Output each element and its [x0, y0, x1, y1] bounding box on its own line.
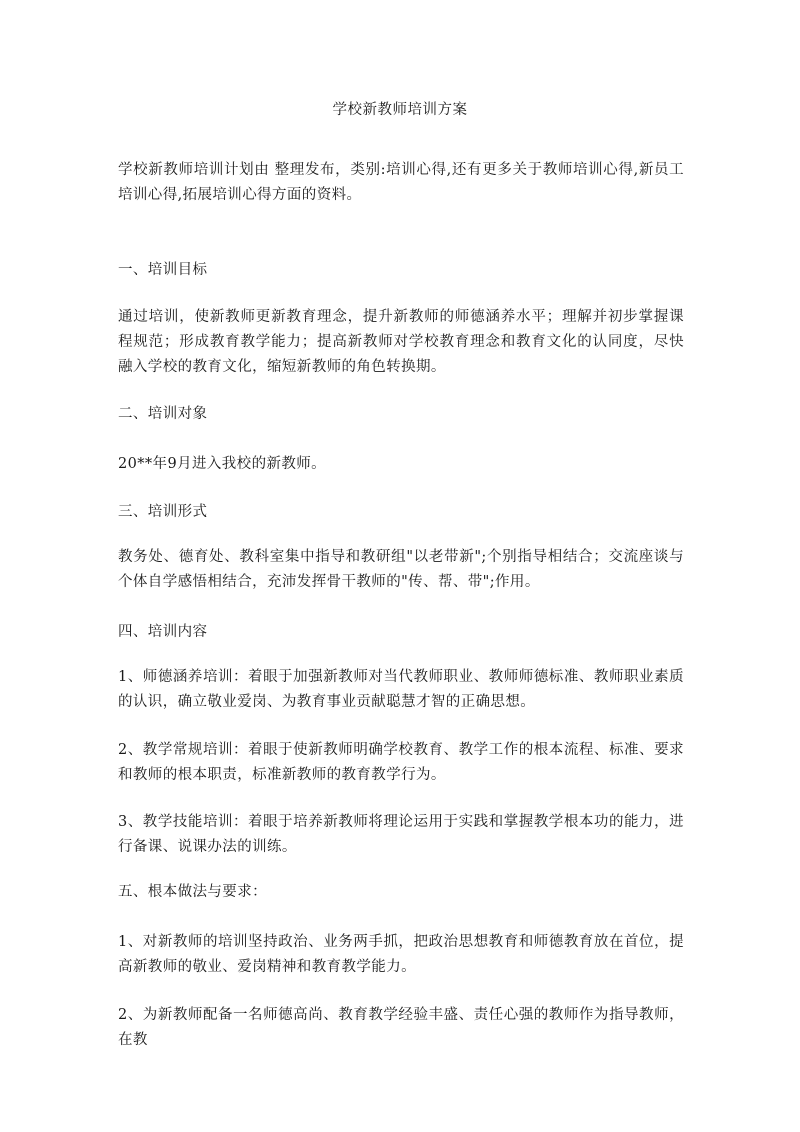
document-title: 学校新教师培训方案: [332, 102, 468, 118]
section-heading-format: 三、培训形式: [118, 504, 208, 520]
section-heading-methods: 五、根本做法与要求：: [118, 884, 267, 900]
methods-item-2: 2、为新教师配备一名师德高尚、教育教学经验丰盛、责任心强的教师作为指导教师，在教: [118, 1007, 684, 1048]
methods-item-1: 1、对新教师的培训坚持政治、业务两手抓，把政治思想教育和师德教育放在首位，提高新教师的敬业、爱岗精神和教育教学能力。: [118, 934, 684, 975]
content-item-1: 1、师德涵养培训：着眼于加强新教师对当代教师职业、教师师德标准、教师职业素质的认识，确立敬业爱岗、为教育事业贡献聪慧才智的正确思想。: [118, 669, 684, 710]
section-heading-target: 二、培训对象: [118, 406, 208, 422]
section-body-format: 教务处、德育处、教科室集中指导和教研组"以老带新";个别指导相结合；交流座谈与个体自学感悟相结合，充沛发挥骨干教师的"传、帮、带";作用。: [118, 549, 684, 590]
section-heading-goals: 一、培训目标: [118, 262, 208, 278]
intro-paragraph: 学校新教师培训计划由 整理发布，类别:培训心得,还有更多关于教师培训心得,新员工培训心得,拓展培训心得方面的资料。: [118, 162, 684, 203]
section-body-goals: 通过培训，使新教师更新教育理念，提升新教师的师德涵养水平；理解并初步掌握课程规范；形成教育教学能力；提高新教师对学校教育理念和教育文化的认同度，尽快融入学校的教育文化，缩短新教师的角色转换期。: [118, 309, 684, 375]
content-item-2: 2、教学常规培训：着眼于使新教师明确学校教育、教学工作的根本流程、标准、要求和教师的根本职责，标准新教师的教育教学行为。: [118, 742, 684, 783]
section-heading-content: 四、培训内容: [118, 624, 208, 640]
section-body-target: 20**年9月进入我校的新教师。: [118, 456, 327, 472]
content-item-3: 3、教学技能培训：着眼于培养新教师将理论运用于实践和掌握教学根本功的能力，进行备课、说课办法的训练。: [118, 814, 684, 855]
